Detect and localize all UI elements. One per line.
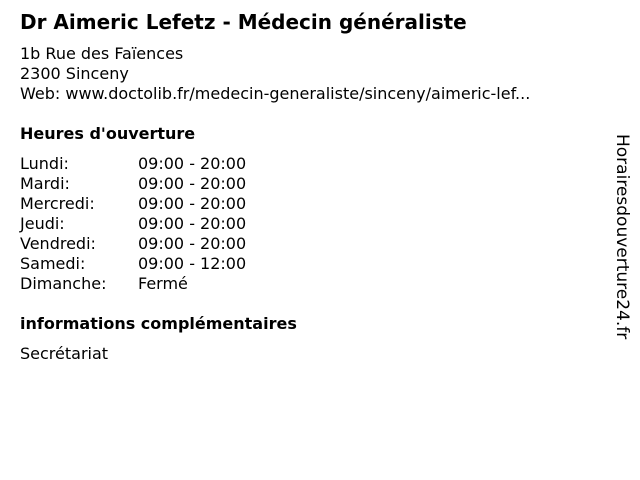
site-watermark — [612, 134, 632, 344]
additional-info-heading: informations complémentaires — [20, 314, 297, 333]
hours-row-monday — [20, 154, 246, 174]
hours-time: 09:00 - 20:00 — [138, 154, 247, 173]
hours-time: 09:00 - 20:00 — [138, 194, 247, 213]
hours-row-thursday — [20, 214, 246, 234]
hours-day: Lundi: — [20, 154, 69, 173]
hours-time: 09:00 - 20:00 — [138, 214, 247, 233]
address-city: 2300 Sinceny — [20, 64, 129, 83]
address-block — [20, 44, 530, 104]
hours-time: 09:00 - 20:00 — [138, 174, 247, 193]
watermark-text: Horairesdouverture24.fr — [612, 134, 632, 340]
hours-row-saturday — [20, 254, 246, 274]
hours-day: Mercredi: — [20, 194, 95, 213]
opening-hours-heading: Heures d'ouverture — [20, 124, 196, 143]
hours-time: Fermé — [138, 274, 188, 293]
address-street: 1b Rue des Faïences — [20, 44, 184, 63]
hours-row-wednesday — [20, 194, 246, 214]
hours-time: 09:00 - 12:00 — [138, 254, 247, 273]
hours-time: 09:00 - 20:00 — [138, 234, 247, 253]
hours-day: Mardi: — [20, 174, 70, 193]
address-web[interactable]: Web: www.doctolib.fr/medecin-generaliste/sinceny/aimeric-lef... — [20, 84, 531, 103]
page-title: Dr Aimeric Lefetz - Médecin généraliste — [20, 10, 467, 34]
opening-hours-list — [20, 154, 246, 294]
hours-row-tuesday — [20, 174, 246, 194]
hours-day: Vendredi: — [20, 234, 96, 253]
additional-info-text: Secrétariat — [20, 344, 109, 363]
hours-day: Samedi: — [20, 254, 86, 273]
hours-day: Dimanche: — [20, 274, 107, 293]
hours-row-friday — [20, 234, 246, 254]
hours-day: Jeudi: — [20, 214, 65, 233]
hours-row-sunday — [20, 274, 246, 294]
